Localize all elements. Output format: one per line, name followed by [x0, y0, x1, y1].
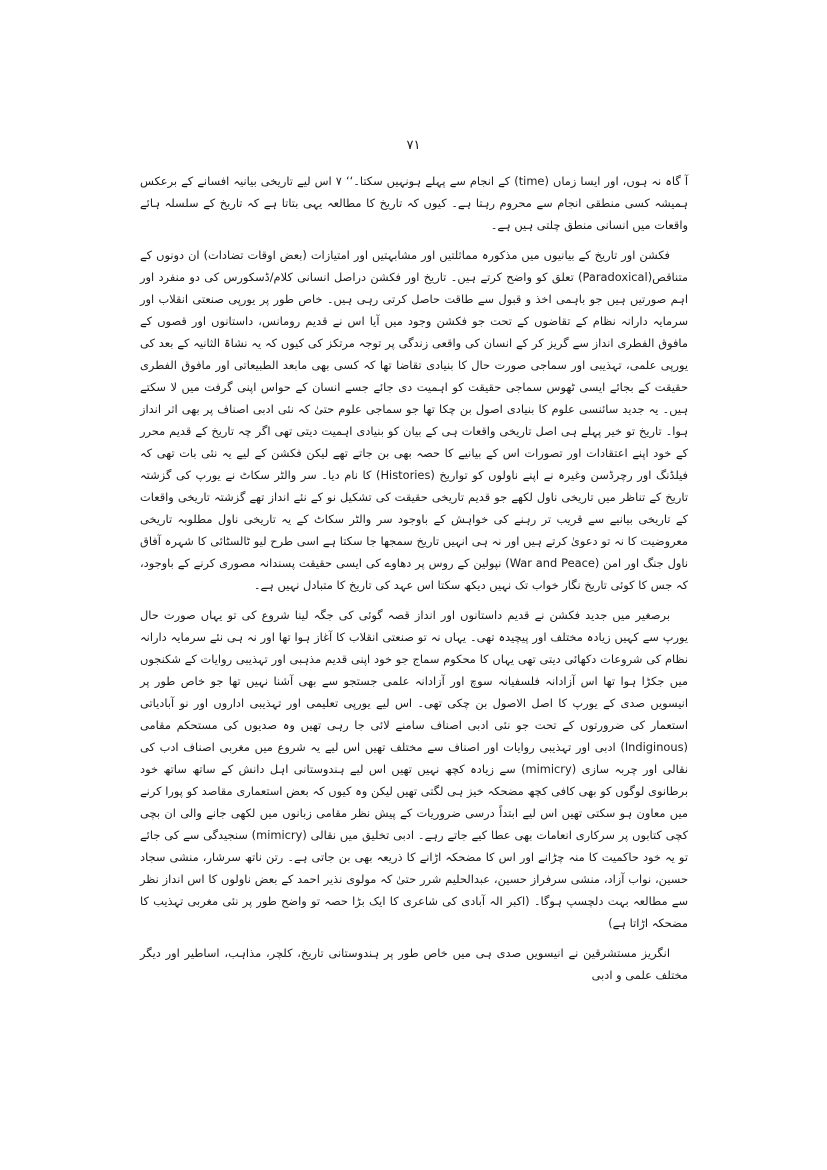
- page-number: ۷۱: [406, 138, 421, 153]
- paragraph: آ گاہ نہ ہوں، اور ایسا زماں (time) کے انجام سے پہلے ہونہیں سکتا۔‘‘ ۷ اس لیے تاریخی بیانیہ افسانے کے برعکس ہمیشہ کسی منطقی انجام سے محروم رہتا ہے۔ کیوں کہ تاریخ کا مطالعہ یہی بتاتا ہے کہ تاریخ کے سلسلہ ہائے واقعات میں انسانی منطق چلتی ہیں ہے۔: [140, 174, 688, 232]
- paragraph: فکشن اور تاریخ کے بیانیوں میں مذکورہ مماثلتیں اور مشابہتیں اور امتیازات (بعض اوقات تضادات) ان دونوں کے متناقص(Paradoxical) تعلق کو واضح کرتے ہیں۔ تاریخ اور فکشن دراصل انسانی کلام/ڈسکورس کی دو منفرد اور اہم صورتیں ہیں جو باہمی اخذ و قبول سے طاقت حاصل کرتی رہی ہیں۔ خاص طور پر یورپی صنعتی انقلاب اور سرمایہ دارانہ نظام کے تقاضوں کے تحت جو فکشن وجود میں آیا اس نے قدیم رومانس، داستانوں اور قصوں کے مافوق الفطری انداز سے گریز کر کے انسان کی واقعی زندگی پر توجہ مرتکز کی کیوں کہ یہ نشاۃ الثانیہ کے بعد کی یورپی علمی، تہذیبی اور سماجی صورت حال کا بنیادی تقاضا تھا کہ کسی بھی مابعد الطبیعاتی اور مافوق الفطری حقیقت کے بجائے ایسی ٹھوس سماجی حقیقت کو اہمیت دی جائے جسے انسان کے حواس اپنی گرفت میں لا سکتے ہیں۔ یہ جدید سائنسی علوم کا بنیادی اصول بن چکا تھا جو سماجی علوم حتیٰ کہ نئی ادبی اصناف پر بھی اثر انداز ہوا۔ تاریخ تو خیر پہلے ہی اصل تاریخی واقعات ہی کے بیان کو بنیادی اہمیت دیتی تھی اگر چہ تاریخ کے قدیم محرر کے خود اپنے اعتقادات اور تصورات اس کے بیانیے کا حصہ بھی بن جاتے تھے لیکن فکشن کے لیے یہ نئی بات تھی کہ فیلڈنگ اور رچرڈسن وغیرہ نے اپنے ناولوں کو تواریخ (Histories) کا نام دیا۔ سر والٹر سکاٹ نے یورپ کی گزشتہ تاریخ کے تناظر میں تاریخی ناول لکھے جو قدیم تاریخی حقیقت کی تشکیل نو کے نئے انداز تھے گزشتہ تاریخی واقعات کے تاریخی بیانیے سے قریب تر رہنے کی خواہش کے باوجود سر والٹر سکاٹ کے یہ تاریخی ناول مطلوبہ تاریخی معروضیت کا نہ تو دعویٰ کرتے ہیں اور نہ ہی انہیں تاریخ سمجھا جا سکتا ہے اسی طرح لیو ٹالسٹائی کا شہرہ آفاق ناول جنگ اور امن (War and Peace) نپولین کے روس پر دھاوے کی ایسی حقیقت پسندانہ مصوری کرنے کے باوجود، کہ جس کا کوئی تاریخ نگار خواب تک نہیں دیکھ سکتا اس عہد کی تاریخ کا متبادل نہیں ہے۔: [140, 248, 688, 592]
- body-text: [140, 170, 688, 986]
- paragraph: انگریز مستشرقین نے انیسویں صدی ہی میں خاص طور پر ہندوستانی تاریخ، کلچر، مذاہب، اساطیر اور دیگر مختلف علمی و ادبی: [140, 946, 688, 982]
- paragraph: برصغیر میں جدید فکشن نے قدیم داستانوں اور انداز قصہ گوئی کی جگہ لینا شروع کی تو یہاں صورت حال یورپ سے کہیں زیادہ مختلف اور پیچیدہ تھی۔ یہاں نہ تو صنعتی انقلاب کا آغاز ہوا تھا اور نہ ہی نئے سرمایہ دارانہ نظام کی شروعات دکھائی دیتی تھی یہاں کا محکوم سماج جو خود اپنی قدیم مذہبی اور تہذیبی روایات کے شکنجوں میں جکڑا ہوا تھا اس آزادانہ فلسفیانہ سوچ اور آزادانہ علمی جستجو سے بھی آشنا نہیں تھا جو خاص طور پر انیسویں صدی کے یورپ کا اصل الاصول بن چکی تھی۔ اس لیے یورپی تعلیمی اور تہذیبی اداروں اور نو آبادیاتی استعمار کی ضرورتوں کے تحت جو نئی ادبی اصناف سامنے لائی جا رہی تھیں وہ صدیوں کی مستحکم مقامی (Indiginous) ادبی اور تہذیبی روایات اور اصناف سے مختلف تھیں اس لیے یہ شروع میں مغربی اصناف ادب کی نقالی اور چربہ سازی (mimicry) سے زیادہ کچھ نہیں تھیں اس لیے ہندوستانی اہل دانش کے ساتھ ساتھ خود برطانوی لوگوں کو بھی کافی کچھ مضحکہ خیز ہی لگتی تھیں لیکن وہ کیوں کہ بعض استعماری مقاصد کو پورا کرنے میں معاون ہو سکتی تھیں اس لیے ابتداً درسی ضروریات کے پیش نظر مقامی زبانوں میں لکھی جانے والی ان بچی کچی کتابوں پر سرکاری انعامات بھی عطا کیے جاتے رہے۔ ادبی تخلیق میں نقالی (mimicry) سنجیدگی سے کی جائے تو یہ خود حاکمیت کا منہ چڑانے اور اس کا مضحکہ اڑانے کا ذریعہ بھی بن جاتی ہے۔ رتن ناتھ سرشار، منشی سجاد حسین، نواب آزاد، منشی سرفراز حسین، عبدالحلیم شرر حتیٰ کہ مولوی نذیر احمد کے بعض ناولوں کا اس انداز نظر سے مطالعہ بہت دلچسپ ہوگا۔ (اکبر الہ آبادی کی شاعری کا ایک بڑا حصہ تو واضح طور پر نئی مغربی تہذیب کا مضحکہ اڑاتا ہے): [140, 608, 688, 930]
